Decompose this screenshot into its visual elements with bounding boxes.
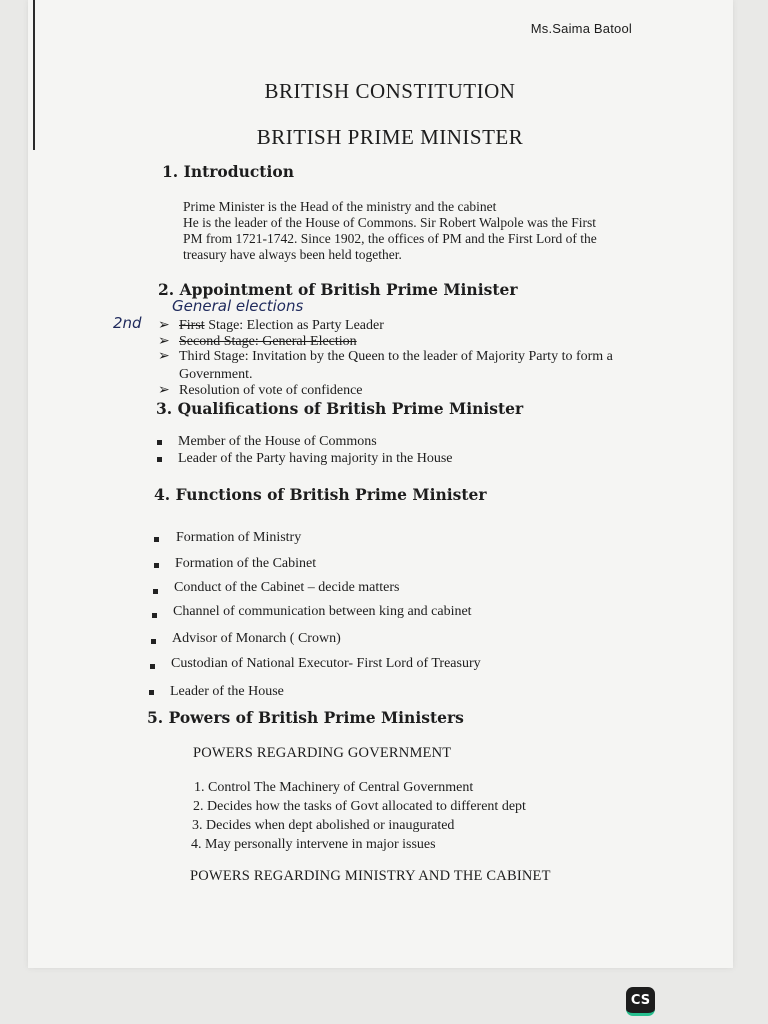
arrow-bullet-icon: ➢ (158, 349, 170, 364)
item-text: Stage: Election as Party Leader (204, 318, 384, 333)
camscanner-logo: CS (626, 987, 655, 1016)
function-item-5: Advisor of Monarch ( Crown) (172, 631, 341, 646)
square-bullet-icon (150, 664, 155, 669)
appointment-item-1 (179, 318, 384, 334)
square-bullet-icon (154, 537, 159, 542)
section-heading-functions: 4. Functions of British Prime Minister (154, 485, 487, 504)
square-bullet-icon (157, 457, 162, 462)
arrow-bullet-icon: ➢ (158, 318, 170, 333)
power-item-2: 2. Decides how the tasks of Govt allocated to different dept (193, 799, 526, 814)
function-item-1: Formation of Ministry (176, 530, 302, 545)
function-item-7: Leader of the House (170, 684, 284, 699)
struck-text: Second Stage: General Election (179, 334, 357, 349)
intro-line-1: Prime Minister is the Head of the ministry and the cabinet (183, 199, 497, 214)
struck-text: First (179, 318, 205, 333)
appointment-item-3-continuation: Government. (179, 367, 253, 382)
author-name: Ms.Saima Batool (530, 21, 632, 36)
section-heading-appointment: 2. Appointment of British Prime Minister (158, 280, 518, 299)
intro-line-4: treasury have always been held together. (183, 247, 402, 262)
handwritten-note-general-elections: General elections (172, 297, 304, 315)
section-heading-introduction: 1. Introduction (162, 162, 294, 181)
power-item-1: 1. Control The Machinery of Central Government (194, 780, 474, 795)
subheading-powers-government: POWERS REGARDING GOVERNMENT (193, 745, 452, 761)
square-bullet-icon (152, 613, 157, 618)
appointment-item-3: Third Stage: Invitation by the Queen to the leader of Majority Party to form a (179, 349, 613, 364)
handwritten-note-2nd: 2nd (113, 314, 142, 332)
document-title: BRITISH CONSTITUTION (264, 79, 516, 103)
function-item-4: Channel of communication between king and cabinet (173, 604, 472, 619)
appointment-item-2 (179, 334, 357, 350)
document-subtitle: BRITISH PRIME MINISTER (256, 125, 524, 149)
subheading-powers-ministry-cabinet: POWERS REGARDING MINISTRY AND THE CABINET (190, 868, 551, 884)
qualification-item-2: Leader of the Party having majority in the House (178, 451, 453, 466)
arrow-bullet-icon: ➢ (158, 334, 170, 349)
intro-line-2: He is the leader of the House of Commons. Sir Robert Walpole was the First (183, 215, 596, 230)
function-item-6: Custodian of National Executor- First Lord of Treasury (171, 656, 481, 671)
intro-line-3: PM from 1721-1742. Since 1902, the offices of PM and the First Lord of the (183, 231, 597, 246)
section-heading-qualifications: 3. Qualifications of British Prime Minister (156, 399, 524, 418)
appointment-item-4: Resolution of vote of confidence (179, 383, 363, 398)
square-bullet-icon (153, 589, 158, 594)
power-item-3: 3. Decides when dept abolished or inaugurated (192, 818, 455, 833)
square-bullet-icon (154, 563, 159, 568)
power-item-4: 4. May personally intervene in major issues (191, 837, 436, 852)
function-item-2: Formation of the Cabinet (175, 556, 317, 571)
square-bullet-icon (149, 690, 154, 695)
qualification-item-1: Member of the House of Commons (178, 434, 377, 449)
section-heading-powers: 5. Powers of British Prime Ministers (147, 708, 464, 727)
arrow-bullet-icon: ➢ (158, 383, 170, 398)
square-bullet-icon (157, 440, 162, 445)
square-bullet-icon (151, 639, 156, 644)
function-item-3: Conduct of the Cabinet – decide matters (174, 580, 400, 595)
